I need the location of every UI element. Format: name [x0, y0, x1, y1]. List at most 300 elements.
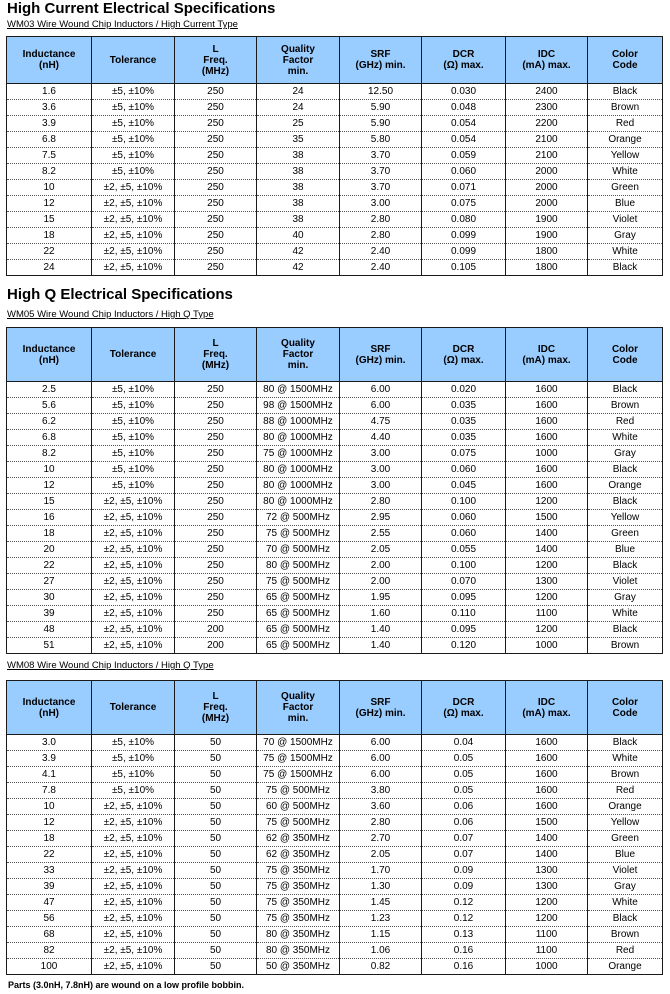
cell-color-code: Violet — [588, 574, 663, 590]
cell-tolerance: ±5, ±10% — [92, 382, 175, 398]
column-header-label: Quality Factor min. — [281, 338, 315, 371]
cell-color-code: Black — [588, 84, 663, 100]
cell-color-code: Violet — [588, 212, 663, 228]
cell-l-freq: 50 — [175, 751, 257, 767]
column-header-l-freq — [175, 37, 257, 84]
cell-quality-factor: 80 @ 1000MHz — [257, 462, 340, 478]
cell-srf: 3.80 — [340, 783, 422, 799]
cell-color-code: Blue — [588, 847, 663, 863]
table-row — [7, 414, 663, 430]
cell-srf: 12.50 — [340, 84, 422, 100]
cell-srf: 6.00 — [340, 735, 422, 751]
cell-tolerance: ±2, ±5, ±10% — [92, 494, 175, 510]
cell-inductance: 5.6 — [7, 398, 92, 414]
cell-dcr: 0.120 — [422, 638, 506, 654]
cell-color-code: Black — [588, 622, 663, 638]
column-header-label: DCR (Ω) max. — [443, 49, 484, 71]
cell-color-code: Orange — [588, 478, 663, 494]
table-row — [7, 526, 663, 542]
cell-tolerance: ±2, ±5, ±10% — [92, 606, 175, 622]
cell-l-freq: 250 — [175, 542, 257, 558]
table-row — [7, 751, 663, 767]
table-row — [7, 943, 663, 959]
cell-l-freq: 250 — [175, 116, 257, 132]
cell-inductance: 6.2 — [7, 414, 92, 430]
cell-quality-factor: 70 @ 500MHz — [257, 542, 340, 558]
cell-quality-factor: 40 — [257, 228, 340, 244]
cell-color-code: Red — [588, 116, 663, 132]
cell-srf: 3.70 — [340, 180, 422, 196]
cell-idc: 1000 — [506, 638, 588, 654]
table-row — [7, 132, 663, 148]
cell-idc: 1600 — [506, 783, 588, 799]
cell-l-freq: 50 — [175, 831, 257, 847]
cell-quality-factor: 75 @ 1000MHz — [257, 446, 340, 462]
cell-color-code: Brown — [588, 767, 663, 783]
cell-l-freq: 250 — [175, 590, 257, 606]
cell-color-code: Green — [588, 831, 663, 847]
column-header-srf — [340, 37, 422, 84]
cell-color-code: Violet — [588, 863, 663, 879]
cell-dcr: 0.030 — [422, 84, 506, 100]
cell-dcr: 0.060 — [422, 526, 506, 542]
cell-l-freq: 250 — [175, 132, 257, 148]
cell-quality-factor: 38 — [257, 180, 340, 196]
cell-tolerance: ±2, ±5, ±10% — [92, 831, 175, 847]
table-row — [7, 100, 663, 116]
cell-inductance: 10 — [7, 799, 92, 815]
cell-srf: 2.40 — [340, 244, 422, 260]
cell-idc: 1800 — [506, 260, 588, 276]
cell-l-freq: 50 — [175, 767, 257, 783]
cell-color-code: Red — [588, 414, 663, 430]
cell-l-freq: 250 — [175, 164, 257, 180]
cell-dcr: 0.16 — [422, 959, 506, 975]
cell-color-code: White — [588, 606, 663, 622]
cell-srf: 5.90 — [340, 100, 422, 116]
cell-idc: 1600 — [506, 398, 588, 414]
cell-idc: 1300 — [506, 574, 588, 590]
cell-tolerance: ±5, ±10% — [92, 164, 175, 180]
wm08-subtitle — [7, 660, 214, 671]
cell-quality-factor: 62 @ 350MHz — [257, 831, 340, 847]
cell-srf: 2.40 — [340, 260, 422, 276]
cell-quality-factor: 38 — [257, 148, 340, 164]
cell-inductance: 12 — [7, 815, 92, 831]
cell-idc: 1200 — [506, 590, 588, 606]
cell-inductance: 2.5 — [7, 382, 92, 398]
column-header-label: Tolerance — [109, 702, 157, 713]
cell-dcr: 0.05 — [422, 767, 506, 783]
cell-tolerance: ±2, ±5, ±10% — [92, 510, 175, 526]
cell-quality-factor: 98 @ 1500MHz — [257, 398, 340, 414]
cell-tolerance: ±2, ±5, ±10% — [92, 542, 175, 558]
cell-idc: 1600 — [506, 462, 588, 478]
cell-color-code: Orange — [588, 799, 663, 815]
cell-srf: 0.82 — [340, 959, 422, 975]
table-row — [7, 116, 663, 132]
cell-dcr: 0.12 — [422, 911, 506, 927]
cell-tolerance: ±2, ±5, ±10% — [92, 799, 175, 815]
cell-tolerance: ±5, ±10% — [92, 414, 175, 430]
cell-srf: 1.06 — [340, 943, 422, 959]
cell-inductance: 18 — [7, 526, 92, 542]
cell-dcr: 0.09 — [422, 863, 506, 879]
cell-inductance: 56 — [7, 911, 92, 927]
cell-quality-factor: 42 — [257, 244, 340, 260]
cell-dcr: 0.100 — [422, 558, 506, 574]
cell-dcr: 0.060 — [422, 510, 506, 526]
cell-dcr: 0.06 — [422, 815, 506, 831]
cell-tolerance: ±2, ±5, ±10% — [92, 895, 175, 911]
cell-color-code: Brown — [588, 100, 663, 116]
cell-dcr: 0.13 — [422, 927, 506, 943]
cell-srf: 2.80 — [340, 494, 422, 510]
table-row — [7, 735, 663, 751]
cell-idc: 2100 — [506, 132, 588, 148]
table-row — [7, 879, 663, 895]
column-header-label: Inductance (nH) — [22, 343, 76, 366]
table-row — [7, 260, 663, 276]
cell-color-code: Gray — [588, 590, 663, 606]
table-row — [7, 180, 663, 196]
cell-srf: 1.45 — [340, 895, 422, 911]
cell-l-freq: 50 — [175, 799, 257, 815]
cell-l-freq: 50 — [175, 879, 257, 895]
cell-color-code: Green — [588, 180, 663, 196]
cell-tolerance: ±2, ±5, ±10% — [92, 943, 175, 959]
cell-dcr: 0.099 — [422, 228, 506, 244]
cell-l-freq: 250 — [175, 606, 257, 622]
cell-tolerance: ±5, ±10% — [92, 398, 175, 414]
cell-quality-factor: 38 — [257, 164, 340, 180]
cell-inductance: 4.1 — [7, 767, 92, 783]
cell-l-freq: 250 — [175, 100, 257, 116]
cell-srf: 1.40 — [340, 622, 422, 638]
cell-idc: 2100 — [506, 148, 588, 164]
table-row — [7, 462, 663, 478]
cell-srf: 2.00 — [340, 574, 422, 590]
table-row — [7, 799, 663, 815]
table-header-row — [7, 37, 663, 84]
cell-quality-factor: 80 @ 1000MHz — [257, 430, 340, 446]
cell-l-freq: 250 — [175, 494, 257, 510]
cell-inductance: 51 — [7, 638, 92, 654]
cell-color-code: Black — [588, 382, 663, 398]
high-current-title: High Current Electrical Specifications — [7, 0, 276, 17]
cell-srf: 2.05 — [340, 542, 422, 558]
cell-color-code: Gray — [588, 228, 663, 244]
cell-l-freq: 50 — [175, 943, 257, 959]
cell-dcr: 0.075 — [422, 446, 506, 462]
cell-dcr: 0.105 — [422, 260, 506, 276]
cell-l-freq: 250 — [175, 382, 257, 398]
cell-quality-factor: 80 @ 1000MHz — [257, 494, 340, 510]
cell-quality-factor: 75 @ 500MHz — [257, 526, 340, 542]
cell-quality-factor: 62 @ 350MHz — [257, 847, 340, 863]
column-header-label: Color Code — [611, 343, 639, 366]
table-row — [7, 590, 663, 606]
cell-dcr: 0.059 — [422, 148, 506, 164]
cell-idc: 1200 — [506, 911, 588, 927]
table-row — [7, 244, 663, 260]
cell-srf: 6.00 — [340, 382, 422, 398]
cell-inductance: 3.0 — [7, 735, 92, 751]
cell-l-freq: 200 — [175, 622, 257, 638]
cell-inductance: 48 — [7, 622, 92, 638]
cell-dcr: 0.060 — [422, 164, 506, 180]
cell-l-freq: 250 — [175, 180, 257, 196]
column-header-label: Inductance (nH) — [22, 49, 76, 71]
cell-dcr: 0.054 — [422, 116, 506, 132]
high-q-part-desc: Wire Wound Chip Inductors / High Q Type — [34, 309, 214, 320]
cell-tolerance: ±5, ±10% — [92, 148, 175, 164]
table-row — [7, 228, 663, 244]
high-q-subtitle — [7, 309, 214, 320]
cell-quality-factor: 35 — [257, 132, 340, 148]
cell-quality-factor: 75 @ 350MHz — [257, 879, 340, 895]
cell-l-freq: 50 — [175, 895, 257, 911]
cell-l-freq: 250 — [175, 574, 257, 590]
cell-tolerance: ±5, ±10% — [92, 84, 175, 100]
table-row — [7, 638, 663, 654]
cell-dcr: 0.035 — [422, 398, 506, 414]
column-header-label: Color Code — [611, 49, 639, 71]
cell-srf: 5.90 — [340, 116, 422, 132]
table-row — [7, 398, 663, 414]
cell-quality-factor: 75 @ 350MHz — [257, 895, 340, 911]
cell-dcr: 0.071 — [422, 180, 506, 196]
cell-l-freq: 250 — [175, 244, 257, 260]
cell-tolerance: ±2, ±5, ±10% — [92, 847, 175, 863]
cell-l-freq: 50 — [175, 735, 257, 751]
table-row — [7, 446, 663, 462]
cell-idc: 2000 — [506, 164, 588, 180]
cell-dcr: 0.12 — [422, 895, 506, 911]
cell-dcr: 0.06 — [422, 799, 506, 815]
column-header-idc — [506, 681, 588, 735]
cell-inductance: 3.6 — [7, 100, 92, 116]
cell-dcr: 0.07 — [422, 847, 506, 863]
table-row — [7, 815, 663, 831]
cell-dcr: 0.100 — [422, 494, 506, 510]
cell-quality-factor: 80 @ 350MHz — [257, 927, 340, 943]
table-row — [7, 911, 663, 927]
cell-quality-factor: 24 — [257, 100, 340, 116]
cell-srf: 3.70 — [340, 148, 422, 164]
cell-inductance: 12 — [7, 196, 92, 212]
high-current-subtitle — [7, 19, 238, 30]
high-q-wm08-table — [6, 680, 663, 975]
cell-dcr: 0.055 — [422, 542, 506, 558]
cell-color-code: Yellow — [588, 510, 663, 526]
cell-tolerance: ±2, ±5, ±10% — [92, 244, 175, 260]
cell-srf: 1.40 — [340, 638, 422, 654]
cell-quality-factor: 80 @ 1500MHz — [257, 382, 340, 398]
column-header-label: Inductance (nH) — [22, 696, 76, 719]
table-row — [7, 847, 663, 863]
cell-color-code: Brown — [588, 927, 663, 943]
cell-quality-factor: 80 @ 500MHz — [257, 558, 340, 574]
cell-tolerance: ±5, ±10% — [92, 446, 175, 462]
cell-srf: 3.00 — [340, 478, 422, 494]
cell-inductance: 18 — [7, 228, 92, 244]
cell-inductance: 39 — [7, 606, 92, 622]
cell-tolerance: ±5, ±10% — [92, 116, 175, 132]
cell-idc: 1000 — [506, 959, 588, 975]
cell-color-code: Gray — [588, 879, 663, 895]
cell-idc: 1300 — [506, 863, 588, 879]
cell-dcr: 0.04 — [422, 735, 506, 751]
cell-srf: 2.95 — [340, 510, 422, 526]
cell-color-code: Black — [588, 462, 663, 478]
cell-tolerance: ±2, ±5, ±10% — [92, 927, 175, 943]
cell-idc: 1100 — [506, 927, 588, 943]
cell-quality-factor: 75 @ 500MHz — [257, 574, 340, 590]
cell-idc: 1600 — [506, 382, 588, 398]
cell-idc: 1900 — [506, 228, 588, 244]
table-row — [7, 558, 663, 574]
cell-idc: 1500 — [506, 510, 588, 526]
cell-color-code: Red — [588, 783, 663, 799]
cell-idc: 1600 — [506, 799, 588, 815]
table-row — [7, 148, 663, 164]
table-row — [7, 494, 663, 510]
cell-dcr: 0.110 — [422, 606, 506, 622]
cell-srf: 1.23 — [340, 911, 422, 927]
cell-quality-factor: 65 @ 500MHz — [257, 622, 340, 638]
cell-inductance: 30 — [7, 590, 92, 606]
cell-inductance: 7.8 — [7, 783, 92, 799]
cell-l-freq: 250 — [175, 196, 257, 212]
column-header-label: L Freq. (MHz) — [201, 338, 230, 371]
cell-idc: 1600 — [506, 478, 588, 494]
cell-color-code: Gray — [588, 446, 663, 462]
cell-idc: 1900 — [506, 212, 588, 228]
cell-color-code: Blue — [588, 196, 663, 212]
cell-srf: 2.55 — [340, 526, 422, 542]
cell-l-freq: 250 — [175, 84, 257, 100]
cell-quality-factor: 65 @ 500MHz — [257, 638, 340, 654]
table-row — [7, 164, 663, 180]
cell-idc: 1400 — [506, 526, 588, 542]
cell-dcr: 0.054 — [422, 132, 506, 148]
cell-tolerance: ±5, ±10% — [92, 783, 175, 799]
cell-quality-factor: 80 @ 350MHz — [257, 943, 340, 959]
cell-l-freq: 250 — [175, 430, 257, 446]
column-header-label: Color Code — [611, 696, 639, 719]
cell-dcr: 0.035 — [422, 414, 506, 430]
cell-l-freq: 250 — [175, 148, 257, 164]
cell-l-freq: 250 — [175, 414, 257, 430]
cell-srf: 3.60 — [340, 799, 422, 815]
cell-l-freq: 250 — [175, 462, 257, 478]
wm08-part-code: WM08 — [7, 660, 35, 671]
table-row — [7, 959, 663, 975]
column-header-label: Tolerance — [109, 54, 157, 66]
column-header-label: SRF (GHz) min. — [355, 49, 406, 71]
cell-inductance: 33 — [7, 863, 92, 879]
cell-inductance: 1.6 — [7, 84, 92, 100]
cell-inductance: 3.9 — [7, 751, 92, 767]
cell-inductance: 39 — [7, 879, 92, 895]
cell-inductance: 15 — [7, 212, 92, 228]
cell-srf: 2.80 — [340, 815, 422, 831]
cell-inductance: 8.2 — [7, 446, 92, 462]
column-header-label: Quality Factor min. — [281, 691, 315, 724]
high-current-part-code: WM03 — [7, 19, 35, 30]
cell-quality-factor: 75 @ 500MHz — [257, 815, 340, 831]
cell-srf: 2.80 — [340, 212, 422, 228]
cell-l-freq: 50 — [175, 927, 257, 943]
cell-color-code: Orange — [588, 132, 663, 148]
table-row — [7, 783, 663, 799]
column-header-label: DCR (Ω) max. — [443, 696, 484, 719]
cell-l-freq: 250 — [175, 228, 257, 244]
column-header-label: IDC (mA) max. — [522, 49, 571, 71]
cell-srf: 3.00 — [340, 446, 422, 462]
column-header-idc — [506, 328, 588, 382]
cell-tolerance: ±2, ±5, ±10% — [92, 590, 175, 606]
high-q-part-code: WM05 — [7, 309, 35, 320]
cell-quality-factor: 50 @ 350MHz — [257, 959, 340, 975]
column-header-srf — [340, 328, 422, 382]
cell-tolerance: ±5, ±10% — [92, 462, 175, 478]
cell-inductance: 27 — [7, 574, 92, 590]
cell-quality-factor: 38 — [257, 196, 340, 212]
cell-tolerance: ±2, ±5, ±10% — [92, 228, 175, 244]
cell-inductance: 24 — [7, 260, 92, 276]
cell-idc: 1200 — [506, 622, 588, 638]
cell-inductance: 6.8 — [7, 430, 92, 446]
high-current-table — [6, 36, 663, 276]
cell-color-code: White — [588, 895, 663, 911]
table-row — [7, 767, 663, 783]
cell-dcr: 0.099 — [422, 244, 506, 260]
cell-srf: 1.30 — [340, 879, 422, 895]
cell-idc: 1200 — [506, 558, 588, 574]
cell-dcr: 0.048 — [422, 100, 506, 116]
cell-l-freq: 200 — [175, 638, 257, 654]
table-row — [7, 212, 663, 228]
cell-l-freq: 250 — [175, 526, 257, 542]
cell-srf: 6.00 — [340, 767, 422, 783]
cell-inductance: 10 — [7, 462, 92, 478]
column-header-label: Quality Factor min. — [281, 43, 315, 77]
cell-srf: 3.00 — [340, 196, 422, 212]
cell-inductance: 8.2 — [7, 164, 92, 180]
cell-l-freq: 50 — [175, 959, 257, 975]
cell-idc: 1400 — [506, 847, 588, 863]
cell-inductance: 22 — [7, 558, 92, 574]
column-header-dcr — [422, 37, 506, 84]
cell-inductance: 16 — [7, 510, 92, 526]
cell-idc: 1600 — [506, 430, 588, 446]
cell-tolerance: ±2, ±5, ±10% — [92, 638, 175, 654]
cell-srf: 1.95 — [340, 590, 422, 606]
cell-color-code: White — [588, 430, 663, 446]
cell-color-code: Black — [588, 494, 663, 510]
cell-tolerance: ±5, ±10% — [92, 430, 175, 446]
cell-idc: 1800 — [506, 244, 588, 260]
wm08-part-desc: Wire Wound Chip Inductors / High Q Type — [34, 660, 214, 671]
table-row — [7, 622, 663, 638]
cell-srf: 1.60 — [340, 606, 422, 622]
cell-idc: 2300 — [506, 100, 588, 116]
cell-idc: 1100 — [506, 943, 588, 959]
column-header-inductance — [7, 37, 92, 84]
cell-inductance: 10 — [7, 180, 92, 196]
